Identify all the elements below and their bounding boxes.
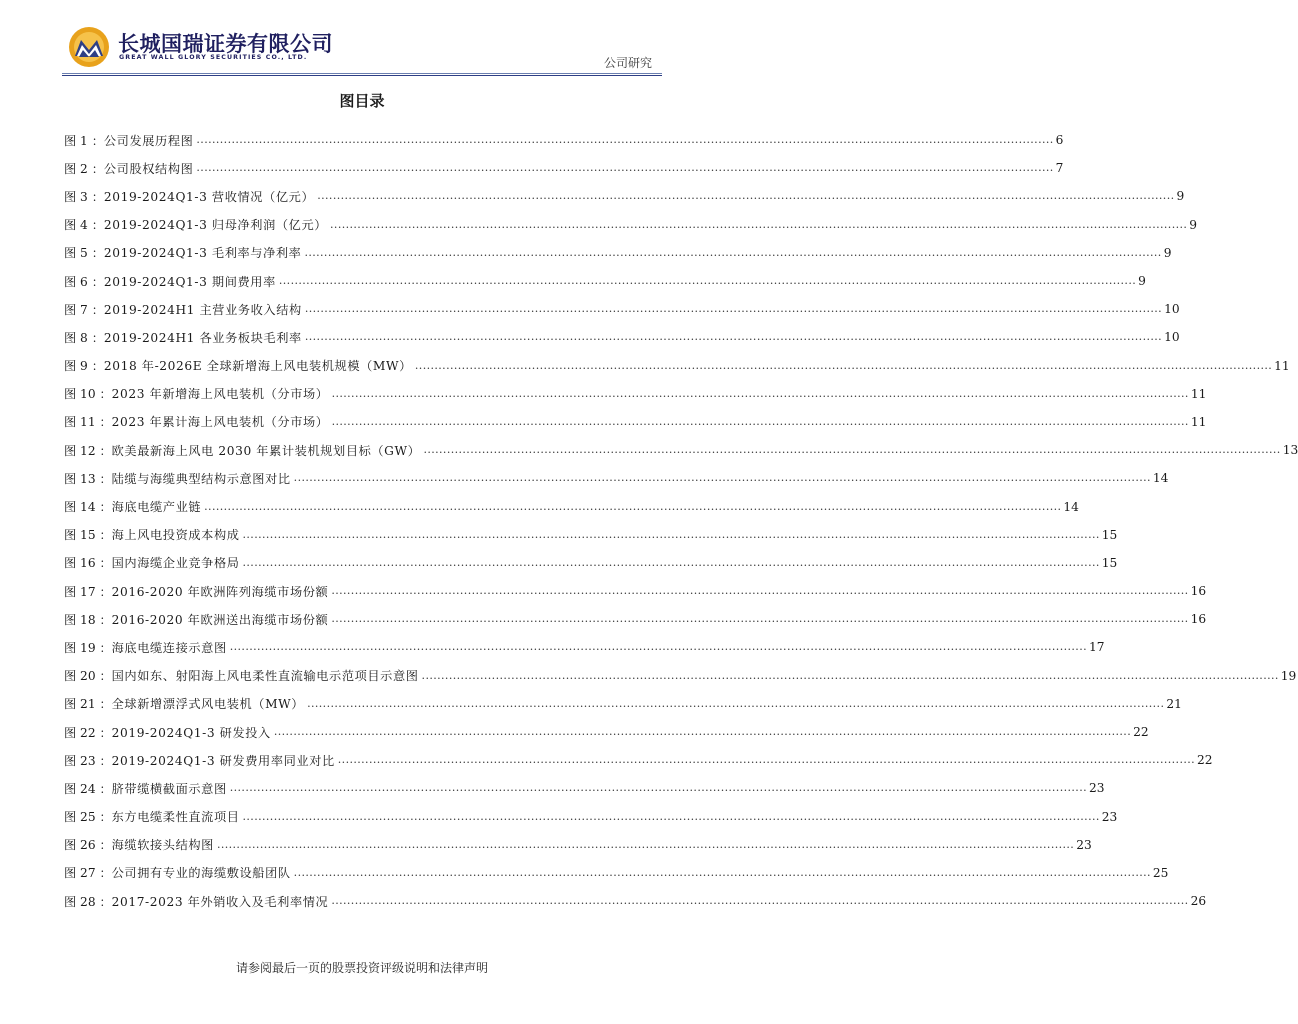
toc-dot-leader: ............................................................................................................................................................................................................................ — [331, 612, 1189, 626]
toc-entry-page: 16 — [1190, 584, 1207, 599]
toc-entry[interactable] — [64, 436, 1298, 464]
toc-dot-leader: ............................................................................................................................................................................................................................ — [331, 584, 1189, 598]
toc-entry[interactable] — [64, 831, 1092, 859]
toc-entry-page: 16 — [1190, 612, 1207, 627]
toc-entry-title: 2019-2024H1 主营业务收入结构 — [103, 302, 302, 317]
toc-entry-page: 15 — [1101, 527, 1118, 542]
toc-entry-title: 欧美最新海上风电 2030 年累计装机规划目标（GW） — [111, 443, 421, 458]
toc-entry[interactable] — [64, 295, 1180, 323]
toc-entry-page: 9 — [1176, 189, 1185, 204]
toc-entry-title: 公司拥有专业的海缆敷设船团队 — [111, 866, 291, 881]
toc-dot-leader: ............................................................................................................................................................................................................................ — [196, 133, 1054, 147]
toc-entry-page: 14 — [1152, 471, 1169, 486]
toc-entry[interactable] — [64, 803, 1118, 831]
toc-dot-leader: ............................................................................................................................................................................................................................ — [242, 527, 1100, 541]
toc-entry[interactable] — [64, 690, 1182, 718]
toc-entry-title: 2019-2024Q1-3 营收情况（亿元） — [103, 189, 315, 204]
toc-entry-page: 9 — [1138, 274, 1146, 289]
toc-entry-title: 2019-2024Q1-3 研发费用率同业对比 — [111, 753, 335, 768]
toc-entry-page: 11 — [1274, 358, 1290, 373]
toc-entry-number: 图 20 ： — [64, 669, 112, 684]
toc-entry-page: 13 — [1282, 443, 1298, 458]
toc-dot-leader: ............................................................................................................................................................................................................................ — [421, 668, 1279, 682]
toc-entry[interactable] — [64, 323, 1180, 351]
toc-entry-number: 图 26 ： — [64, 838, 112, 853]
toc-entry-number: 图 25 ： — [64, 810, 112, 825]
toc-entry-page: 23 — [1101, 809, 1118, 824]
company-name-en: GREAT WALL GLORY SECURITIES CO., LTD. — [119, 54, 308, 61]
toc-entry[interactable] — [64, 633, 1105, 661]
toc-dot-leader: ............................................................................................................................................................................................................................ — [331, 894, 1189, 908]
toc-entry[interactable] — [64, 605, 1207, 633]
toc-entry-title: 公司发展历程图 — [103, 133, 194, 148]
toc-entry-page: 26 — [1190, 894, 1207, 909]
toc-dot-leader: ............................................................................................................................................................................................................................ — [317, 189, 1175, 203]
toc-entry-title: 东方电缆柔性直流项目 — [111, 810, 240, 825]
toc-entry-title: 海底电缆产业链 — [111, 500, 202, 515]
toc-entry-number: 图 21 ： — [64, 697, 112, 712]
toc-entry-title: 2023 年累计海上风电装机（分市场） — [111, 415, 329, 430]
toc-entry[interactable] — [64, 521, 1118, 549]
toc-entry-number: 图 22 ： — [64, 725, 112, 740]
toc-entry-number: 图 6 ： — [64, 274, 104, 289]
toc-dot-leader: ............................................................................................................................................................................................................................ — [293, 471, 1151, 485]
toc-entry-title: 2017-2023 年外销收入及毛利率情况 — [111, 894, 329, 909]
toc-entry-number: 图 7 ： — [64, 302, 104, 317]
toc-entry[interactable] — [64, 352, 1290, 380]
toc-entry-page: 7 — [1055, 161, 1064, 176]
toc-entry-title: 2019-2024Q1-3 研发投入 — [111, 725, 271, 740]
toc-entry-page: 23 — [1076, 837, 1092, 852]
toc-dot-leader: ............................................................................................................................................................................................................................ — [216, 837, 1075, 851]
toc-entry[interactable] — [64, 859, 1169, 887]
toc-entry-title: 国内海缆企业竞争格局 — [111, 556, 240, 571]
toc-dot-leader: ............................................................................................................................................................................................................................ — [229, 640, 1087, 654]
toc-entry-page: 22 — [1133, 725, 1149, 740]
toc-entry-title: 2019-2024Q1-3 归母净利润（亿元） — [103, 218, 328, 233]
toc-dot-leader: ............................................................................................................................................................................................................................ — [330, 217, 1188, 231]
toc-entry[interactable] — [64, 718, 1149, 746]
toc-entry-title: 海上风电投资成本构成 — [111, 528, 240, 543]
toc-entry-number: 图 15 ： — [64, 528, 112, 543]
toc-entry-number: 图 4 ： — [64, 218, 104, 233]
toc-entry-title: 全球新增漂浮式风电装机（MW） — [111, 697, 305, 712]
toc-entry-page: 10 — [1164, 302, 1180, 317]
toc-entry-page: 14 — [1063, 499, 1079, 514]
toc-entry-title: 2016-2020 年欧洲送出海缆市场份额 — [111, 612, 329, 627]
toc-entry-number: 图 3 ： — [64, 189, 104, 204]
toc-entry-page: 22 — [1197, 753, 1213, 768]
toc-entry-number: 图 13 ： — [64, 471, 112, 486]
toc-entry[interactable] — [64, 267, 1146, 295]
toc-entry-title: 2019-2024Q1-3 期间费用率 — [103, 274, 276, 289]
toc-entry-number: 图 17 ： — [64, 584, 112, 599]
toc-entry-page: 11 — [1190, 414, 1207, 429]
toc-entry[interactable] — [64, 549, 1118, 577]
company-logo-icon — [68, 26, 110, 68]
toc-entry-page: 19 — [1280, 668, 1297, 683]
toc-title: 图目录 — [339, 92, 385, 110]
toc-entry-title: 2018 年-2026E 全球新增海上风电装机规模（MW） — [103, 359, 412, 374]
toc-entry-page: 6 — [1055, 133, 1064, 148]
toc-dot-leader: ............................................................................................................................................................................................................................ — [273, 725, 1132, 739]
toc-entry-number: 图 14 ： — [64, 500, 112, 515]
toc-entry[interactable] — [64, 182, 1185, 210]
toc-entry-number: 图 24 ： — [64, 781, 112, 796]
footer-disclaimer: 请参阅最后一页的股票投资评级说明和法律声明 — [235, 961, 488, 975]
header-rule — [62, 73, 662, 76]
toc-dot-leader: ............................................................................................................................................................................................................................ — [293, 865, 1151, 879]
figure-toc-list — [64, 126, 1298, 915]
toc-entry-number: 图 2 ： — [64, 161, 104, 176]
toc-entry-number: 图 27 ： — [64, 866, 112, 881]
toc-entry[interactable] — [64, 464, 1169, 492]
section-label: 公司研究 — [603, 56, 652, 70]
toc-dot-leader: ............................................................................................................................................................................................................................ — [423, 443, 1281, 457]
toc-entry-page: 9 — [1163, 245, 1172, 260]
toc-entry-number: 图 11 ： — [64, 415, 112, 430]
toc-entry-title: 2019-2024Q1-3 毛利率与净利率 — [103, 246, 302, 261]
toc-entry-title: 海缆软接头结构图 — [111, 838, 214, 853]
toc-dot-leader: ............................................................................................................................................................................................................................ — [331, 414, 1189, 428]
toc-entry-number: 图 18 ： — [64, 612, 112, 627]
toc-dot-leader: ............................................................................................................................................................................................................................ — [414, 358, 1273, 372]
toc-entry[interactable] — [64, 239, 1172, 267]
toc-dot-leader: ............................................................................................................................................................................................................................ — [337, 753, 1196, 767]
toc-entry[interactable] — [64, 774, 1105, 802]
toc-entry-number: 图 19 ： — [64, 640, 112, 655]
toc-entry-page: 15 — [1101, 555, 1118, 570]
toc-entry-title: 陆缆与海缆典型结构示意图对比 — [111, 471, 291, 486]
toc-dot-leader: ............................................................................................................................................................................................................................ — [242, 809, 1100, 823]
toc-dot-leader: ............................................................................................................................................................................................................................ — [196, 161, 1054, 175]
toc-entry-number: 图 28 ： — [64, 894, 112, 909]
toc-entry-number: 图 16 ： — [64, 556, 112, 571]
toc-entry-page: 10 — [1164, 330, 1180, 345]
toc-entry[interactable] — [64, 746, 1213, 774]
toc-entry-number: 图 5 ： — [64, 246, 104, 261]
toc-entry-page: 23 — [1088, 781, 1105, 796]
toc-entry-number: 图 23 ： — [64, 753, 112, 768]
toc-entry[interactable] — [64, 126, 1064, 154]
toc-entry-page: 25 — [1152, 865, 1169, 880]
toc-entry-number: 图 10 ： — [64, 387, 112, 402]
toc-entry-title: 海底电缆连接示意图 — [111, 640, 227, 655]
toc-entry[interactable] — [64, 492, 1079, 520]
toc-entry-title: 2016-2020 年欧洲阵列海缆市场份额 — [111, 584, 329, 599]
toc-entry[interactable] — [64, 154, 1064, 182]
toc-entry-page: 17 — [1088, 640, 1105, 655]
toc-entry[interactable] — [64, 380, 1207, 408]
page-header — [0, 0, 724, 80]
toc-dot-leader: ............................................................................................................................................................................................................................ — [331, 386, 1189, 400]
toc-entry-title: 2019-2024H1 各业务板块毛利率 — [103, 330, 302, 345]
toc-entry-title: 国内如东、射阳海上风电柔性直流输电示范项目示意图 — [111, 669, 419, 684]
toc-dot-leader: ............................................................................................................................................................................................................................ — [304, 302, 1163, 316]
toc-dot-leader: ............................................................................................................................................................................................................................ — [229, 781, 1087, 795]
toc-entry[interactable] — [64, 887, 1207, 915]
toc-entry-page: 9 — [1189, 217, 1198, 232]
toc-entry-number: 图 8 ： — [64, 330, 104, 345]
toc-dot-leader: ............................................................................................................................................................................................................................ — [304, 330, 1163, 344]
toc-dot-leader: ............................................................................................................................................................................................................................ — [204, 499, 1062, 513]
toc-entry-number: 图 9 ： — [64, 359, 104, 374]
toc-entry[interactable] — [64, 408, 1207, 436]
toc-entry-page: 21 — [1166, 696, 1182, 711]
toc-entry-number: 图 1 ： — [64, 133, 104, 148]
toc-entry[interactable] — [64, 577, 1207, 605]
company-name-cn: 长城国瑞证券有限公司 — [118, 32, 333, 56]
toc-entry-page: 11 — [1190, 386, 1207, 401]
toc-dot-leader: ............................................................................................................................................................................................................................ — [304, 245, 1162, 259]
toc-entry-title: 公司股权结构图 — [103, 161, 194, 176]
toc-entry-title: 脐带缆横截面示意图 — [111, 781, 227, 796]
toc-dot-leader: ............................................................................................................................................................................................................................ — [307, 696, 1165, 710]
toc-dot-leader: ............................................................................................................................................................................................................................ — [278, 274, 1137, 288]
toc-entry[interactable] — [64, 211, 1198, 239]
toc-entry-title: 2023 年新增海上风电装机（分市场） — [111, 387, 329, 402]
toc-entry-number: 图 12 ： — [64, 443, 112, 458]
toc-dot-leader: ............................................................................................................................................................................................................................ — [242, 555, 1100, 569]
toc-entry[interactable] — [64, 662, 1297, 690]
